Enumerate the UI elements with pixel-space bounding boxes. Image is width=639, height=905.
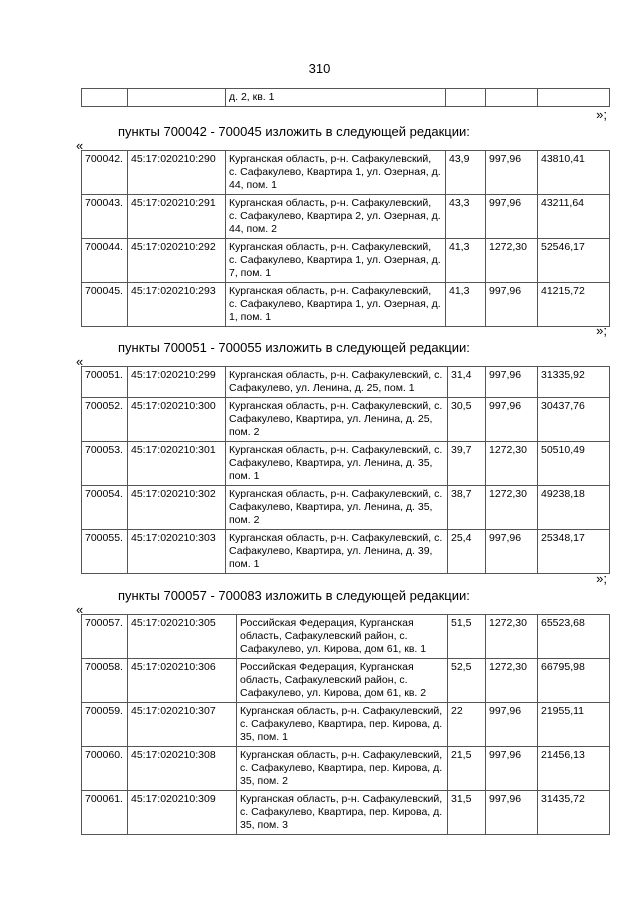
close-quote: »; [596, 323, 607, 338]
cell-num: 700044. [82, 239, 128, 283]
cell-cadastral: 45:17:020210:292 [128, 239, 226, 283]
cell-total: 43810,41 [538, 151, 610, 195]
cell-num: 700055. [82, 530, 128, 574]
cell-cadastral: 45:17:020210:293 [128, 283, 226, 327]
cell-address: Курганская область, р-н. Сафакулевский, с. Сафакулево, Квартира, пер. Кирова, д. 35, пом. 3 [237, 791, 448, 835]
open-quote: « [76, 354, 84, 369]
cell-total: 52546,17 [538, 239, 610, 283]
cell-price: 997,96 [486, 151, 538, 195]
cell-total: 21955,11 [538, 703, 610, 747]
cell-area: 31,5 [448, 791, 486, 835]
cell-total: 21456,13 [538, 747, 610, 791]
table-row [82, 283, 610, 327]
cell-num [82, 89, 128, 107]
cell-total: 65523,68 [538, 615, 610, 659]
cell-area: 41,3 [446, 239, 486, 283]
table-row [82, 398, 610, 442]
cell-area: 31,4 [448, 367, 486, 398]
cell-price: 997,96 [486, 398, 538, 442]
cell-area: 52,5 [448, 659, 486, 703]
cell-total: 31435,72 [538, 791, 610, 835]
cell-num: 700058. [82, 659, 128, 703]
cell-area: 25,4 [448, 530, 486, 574]
cell-num: 700051. [82, 367, 128, 398]
cell-total: 43211,64 [538, 195, 610, 239]
cell-cadastral [128, 89, 226, 107]
cell-total: 31335,92 [538, 367, 610, 398]
cell-total: 66795,98 [538, 659, 610, 703]
cell-area: 43,3 [446, 195, 486, 239]
cell-price [486, 89, 538, 107]
cell-cadastral: 45:17:020210:303 [128, 530, 226, 574]
table-row [82, 195, 610, 239]
cell-num: 700060. [82, 747, 128, 791]
cell-address: Курганская область, р-н. Сафакулевский, с. Сафакулево, Квартира 1, ул. Озерная, д. 44, пом. 1 [226, 151, 446, 195]
close-quote: »; [596, 107, 607, 122]
cell-address: Курганская область, р-н. Сафакулевский, с. Сафакулево, Квартира, пер. Кирова, д. 35, пом. 2 [237, 747, 448, 791]
cell-num: 700052. [82, 398, 128, 442]
cell-address: Курганская область, р-н. Сафакулевский, с. Сафакулево, Квартира, пер. Кирова, д. 35, пом. 1 [237, 703, 448, 747]
table-row [82, 659, 610, 703]
cell-address: Курганская область, р-н. Сафакулевский, с. Сафакулево, Квартира 1, ул. Озерная, д. 7, пом. 1 [226, 239, 446, 283]
cell-area: 22 [448, 703, 486, 747]
cell-num: 700045. [82, 283, 128, 327]
cell-area: 39,7 [448, 442, 486, 486]
cell-price: 997,96 [486, 791, 538, 835]
cell-cadastral: 45:17:020210:300 [128, 398, 226, 442]
cell-price: 1272,30 [486, 442, 538, 486]
cell-address: Российская Федерация, Курганская область, Сафакулевский район, с. Сафакулево, ул. Кирова, дом 61, кв. 1 [237, 615, 448, 659]
section-intro: пункты 700057 - 700083 изложить в следующей редакции: [118, 588, 470, 603]
table-row [82, 239, 610, 283]
close-quote: »; [596, 571, 607, 586]
cell-cadastral: 45:17:020210:291 [128, 195, 226, 239]
cell-area: 30,5 [448, 398, 486, 442]
cell-area: 38,7 [448, 486, 486, 530]
cell-price: 1272,30 [486, 486, 538, 530]
cell-total [538, 89, 610, 107]
cell-address: Курганская область, р-н. Сафакулевский, с. Сафакулево, Квартира, ул. Ленина, д. 25, пом. 2 [226, 398, 448, 442]
table-fragment [81, 88, 610, 107]
cell-cadastral: 45:17:020210:309 [128, 791, 237, 835]
cell-cadastral: 45:17:020210:290 [128, 151, 226, 195]
cell-total: 50510,49 [538, 442, 610, 486]
cell-cadastral: 45:17:020210:305 [128, 615, 237, 659]
table-row [82, 89, 610, 107]
table-section-2 [81, 366, 610, 574]
cell-total: 41215,72 [538, 283, 610, 327]
cell-total: 25348,17 [538, 530, 610, 574]
cell-price: 997,96 [486, 703, 538, 747]
cell-cadastral: 45:17:020210:302 [128, 486, 226, 530]
cell-total: 30437,76 [538, 398, 610, 442]
cell-address: Курганская область, р-н. Сафакулевский, с. Сафакулево, Квартира, ул. Ленина, д. 39, пом. 1 [226, 530, 448, 574]
table-row [82, 703, 610, 747]
cell-address: Курганская область, р-н. Сафакулевский, с. Сафакулево, Квартира, ул. Ленина, д. 35, пом. 1 [226, 442, 448, 486]
cell-num: 700053. [82, 442, 128, 486]
section-intro: пункты 700051 - 700055 изложить в следующей редакции: [118, 340, 470, 355]
cell-price: 1272,30 [486, 615, 538, 659]
cell-num: 700057. [82, 615, 128, 659]
open-quote: « [76, 602, 84, 617]
cell-cadastral: 45:17:020210:301 [128, 442, 226, 486]
table-row [82, 442, 610, 486]
table-row [82, 747, 610, 791]
cell-address: Курганская область, р-н. Сафакулевский, с. Сафакулево, ул. Ленина, д. 25, пом. 1 [226, 367, 448, 398]
cell-cadastral: 45:17:020210:307 [128, 703, 237, 747]
page-number: 310 [308, 61, 331, 76]
cell-address: Курганская область, р-н. Сафакулевский, с. Сафакулево, Квартира, ул. Ленина, д. 35, пом. 2 [226, 486, 448, 530]
cell-area: 21,5 [448, 747, 486, 791]
cell-price: 1272,30 [486, 659, 538, 703]
table-row [82, 486, 610, 530]
cell-area: 51,5 [448, 615, 486, 659]
cell-area: 43,9 [446, 151, 486, 195]
section-intro: пункты 700042 - 700045 изложить в следующей редакции: [118, 124, 470, 139]
cell-price: 997,96 [486, 367, 538, 398]
cell-price: 997,96 [486, 195, 538, 239]
cell-price: 1272,30 [486, 239, 538, 283]
cell-cadastral: 45:17:020210:306 [128, 659, 237, 703]
cell-address: Российская Федерация, Курганская область, Сафакулевский район, с. Сафакулево, ул. Кирова, дом 61, кв. 2 [237, 659, 448, 703]
cell-num: 700059. [82, 703, 128, 747]
cell-price: 997,96 [486, 283, 538, 327]
table-row [82, 615, 610, 659]
cell-price: 997,96 [486, 747, 538, 791]
table-row [82, 367, 610, 398]
table-row [82, 151, 610, 195]
open-quote: « [76, 138, 84, 153]
cell-cadastral: 45:17:020210:308 [128, 747, 237, 791]
table-section-1 [81, 150, 610, 327]
cell-address: Курганская область, р-н. Сафакулевский, с. Сафакулево, Квартира 2, ул. Озерная, д. 44, пом. 2 [226, 195, 446, 239]
table-row [82, 791, 610, 835]
cell-area [446, 89, 486, 107]
table-row [82, 530, 610, 574]
cell-area: 41,3 [446, 283, 486, 327]
table-section-3 [81, 614, 610, 835]
cell-num: 700042. [82, 151, 128, 195]
cell-num: 700043. [82, 195, 128, 239]
cell-address: д. 2, кв. 1 [226, 89, 446, 107]
cell-price: 997,96 [486, 530, 538, 574]
cell-num: 700061. [82, 791, 128, 835]
cell-total: 49238,18 [538, 486, 610, 530]
cell-address: Курганская область, р-н. Сафакулевский, с. Сафакулево, Квартира 1, ул. Озерная, д. 1, пом. 1 [226, 283, 446, 327]
cell-cadastral: 45:17:020210:299 [128, 367, 226, 398]
cell-num: 700054. [82, 486, 128, 530]
